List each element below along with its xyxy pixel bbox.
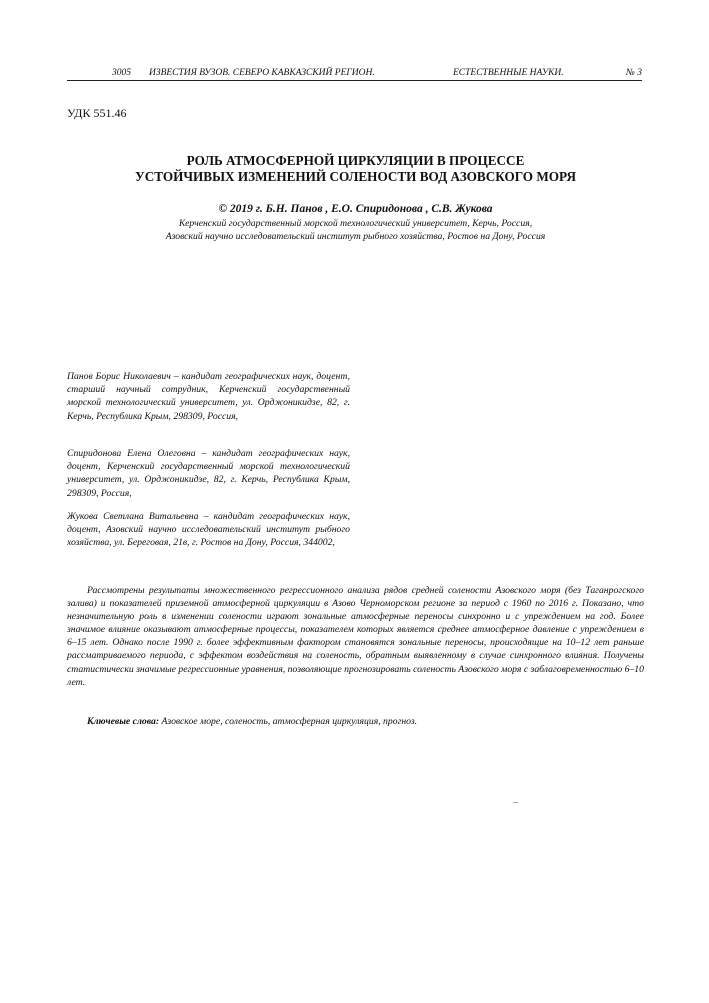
affiliation-2: Азовский научно исследовательский институт рыбного хозяйства, Ростов на Дону, Россия xyxy=(165,231,546,242)
title-line-2: УСТОЙЧИВЫХ ИЗМЕНЕНИЙ СОЛЕНОСТИ ВОД АЗОВСКОГО МОРЯ xyxy=(135,169,576,184)
footnote-mark: – xyxy=(513,797,518,808)
issue-number: № 3 xyxy=(625,68,642,78)
author-bio-zhukova: Жукова Светлана Витальевна – кандидат географических наук, доцент, Азовский научно исследовательский институт рыбного хозяйства, ул. Береговая, 21в, г. Ростов на Дону, Россия, 344002, xyxy=(67,511,350,549)
journal-name: ИЗВЕСТИЯ ВУЗОВ. СЕВЕРО КАВКАЗСКИЙ РЕГИОН. xyxy=(149,68,375,78)
affiliations xyxy=(67,217,644,243)
keywords xyxy=(87,716,644,727)
journal-series: ЕСТЕСТВЕННЫЕ НАУКИ. xyxy=(453,68,564,78)
keywords-label: Ключевые слова: xyxy=(87,716,160,727)
article-title xyxy=(67,153,644,185)
affiliation-1: Керченский государственный морской технологический университет, Керчь, Россия, xyxy=(178,218,533,229)
abstract: Рассмотрены результаты множественного регрессионного анализа рядов средней солености Азовского моря (без Таганрогского залива) и показателей приземной атмосферной циркуляции в Азово Черноморском регионе за период с 1960 по 2016 г. Показано, что незначительную роль в изменении солености играют зональные атмосферные переносы синхронно и с упреждением на год. Более значимое влияние оказывают атмосферные процессы, показателем которых является среднее атмосферное давление с упреждением в 6–15 лет. Однако после 1990 г. более эффективным фактором становятся зональные переносы, происходящие на 10–12 лет раньше рассматриваемого периода, с эффектом воздействия на соленость, обратным выявленному в случае синхронного влияния. Получены статистически значимые регрессионные уравнения, позволяющие прогнозировать соленость Азовского моря с заблаговременностью 6–10 лет. xyxy=(67,585,644,688)
author-bio-panov: Панов Борис Николаевич – кандидат географических наук, доцент, старший научный сотрудник, Керченский государственный морской технологический университет, ул. Орджоникидзе, 82, г. Керчь, Республика Крым, 298309, Россия, xyxy=(67,371,350,422)
page-number: 3005 xyxy=(112,68,131,78)
authors: © 2019 г. Б.Н. Панов , Е.О. Спиридонова , С.В. Жукова xyxy=(218,203,493,215)
keywords-text: Азовское море, соленость, атмосферная циркуляция, прогноз. xyxy=(159,716,418,727)
udc-code: УДК 551.46 xyxy=(67,106,127,120)
author-bio-spiridonova: Спиридонова Елена Олеговна – кандидат географических наук, доцент, Керченский государственный морской технологический университет, ул. Орджоникидзе, 82, г. Керчь, Республика Крым, 298309, Россия, xyxy=(67,448,350,499)
title-line-1: РОЛЬ АТМОСФЕРНОЙ ЦИРКУЛЯЦИИ В ПРОЦЕССЕ xyxy=(186,153,525,168)
header-rule xyxy=(67,80,642,81)
